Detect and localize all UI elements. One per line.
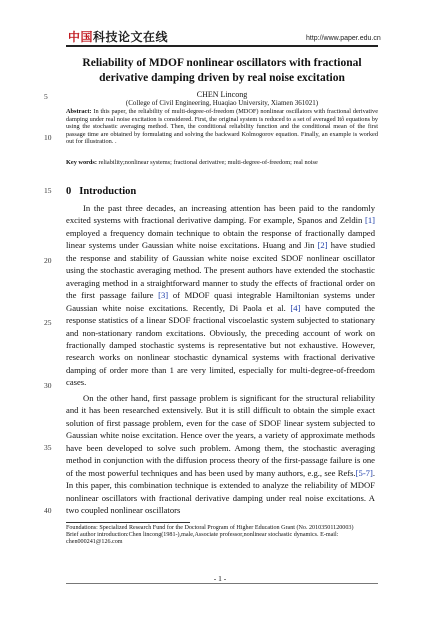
text-run: . In this paper, this combination technique is extended to analyze the reliability of MDOF nonlinear oscillators with fractional derivative damping under real noise excitations. A two coupled nonlinear oscillators (66, 467, 375, 516)
footnote-author: Brief author introduction:Chen lincong(1981-),male,Associate professor,nonlinear stochastic dynamics. E-mail: chen000241@126.com (66, 532, 339, 546)
author-affiliation: (College of Civil Engineering, Huaqiao University, Xiamen 361021) (125, 99, 319, 107)
line-number: 30 (44, 381, 52, 390)
header-rule (66, 45, 378, 47)
paper-title (66, 56, 378, 86)
abstract (66, 108, 378, 146)
title-line-1: Reliability of MDOF nonlinear oscillators with fractional (82, 57, 362, 69)
text-run: employed a frequency domain technique to obtain the response of fractionally damped linear systems under Gaussian white noise excitations. Huang and Jin (66, 227, 375, 251)
citation-link[interactable]: [4] (290, 302, 301, 313)
footer-rule (66, 583, 378, 584)
line-number: 15 (44, 186, 52, 195)
text-run: have computed the response statistics of a linear SDOF fractional viscoelastic system subjected to stationary and non-stationary random excitations. Obviously, the preceding account of work on fractionally damped stochastic systems is representative but not exhaustive. However, research works on nonlinear stochastic dynamical systems with fractional derivative damping of order more than 1 are very limited, especially for multi-degree-of-freedom cases. (66, 302, 375, 388)
text-run: have studied the response and stability of Gaussian white noise excited SDOF nonlinear oscillator using the stochastic averaging method. The present authors have extended the stochastic averaging method in a straightforward manner to study the effects of fractional order on the first passage failure (66, 240, 375, 301)
citation-link[interactable]: [1] (364, 215, 375, 226)
section-heading (66, 186, 136, 197)
line-number: 20 (44, 256, 52, 265)
text-run: of MDOF quasi integrable Hamiltonian systems under Gaussian white noise excitations. Recently, Di Paola et al. (66, 290, 375, 313)
line-number: 5 (44, 92, 48, 101)
section-title: Introduction (79, 186, 137, 197)
keywords (66, 159, 378, 167)
intro-paragraph-1 (66, 202, 375, 389)
text-run: On the other hand, first passage problem is significant for the structural reliability and it has been researched extensively. But it is still difficult to obtain the simple exact solution of first passage problem, even for the case of SDOF linear system subjected to Gaussian white noise excitation. Hence over the years, a variety of approximate methods have been developed to solve such problem. Among them, the stochastic averaging method in conjunction with the diffusion process theory of the first-passage failure is one of the most powerful techniques and has been used by many authors, e.g., see Refs. (66, 393, 375, 478)
line-number: 10 (44, 133, 52, 142)
keywords-text: reliability;nonlinear systems; fractional derivative; multi-degree-of-freedom; real noise (96, 159, 318, 166)
text-run: In the past three decades, an increasing attention has been paid to the randomly excited systems with fractional derivative damping. For example, Spanos and Zeldin (66, 203, 375, 226)
intro-paragraph-2 (66, 392, 375, 517)
site-logo (68, 28, 168, 45)
header-url[interactable]: http://www.paper.edu.cn (306, 35, 381, 42)
footnotes (66, 525, 378, 547)
title-line-2: derivative damping driven by real noise excitation (99, 72, 345, 84)
section-number: 0 (66, 186, 72, 197)
footnote-rule (66, 522, 190, 523)
line-number: 35 (44, 443, 52, 452)
logo-part-dark: 科技论文在线 (93, 30, 169, 44)
abstract-label: Abstract: (66, 108, 92, 115)
line-number: 25 (44, 318, 52, 327)
line-number: 40 (44, 506, 52, 515)
footnote-foundation: Foundations: Specialized Research Fund for the Doctoral Program of Higher Education Grant (No. 20103501120003) (66, 525, 354, 531)
abstract-text: In this paper, the reliability of multi-degree-of-freedom (MDOF) nonlinear oscillators with fractional derivative damping under real noise excitation is considered. First, the original system is reduced to a set of averaged Itô equations by using the stochastic averaging method. Then, the conditional reliability function and the conditional mean of the first passage time are obtained by formulating and solving the backward Kolmogorov equation. Finally, an example is worked out for illustration. . (66, 108, 378, 146)
author-name: CHEN Lincong (196, 90, 248, 99)
keywords-label: Key words: (66, 159, 97, 166)
citation-link[interactable]: [2] (317, 240, 328, 251)
citation-link[interactable]: [3] (158, 290, 169, 301)
citation-link[interactable]: [5-7] (355, 467, 373, 478)
page-number: - 1 - (213, 574, 227, 583)
logo-part-red: 中国 (68, 30, 94, 44)
